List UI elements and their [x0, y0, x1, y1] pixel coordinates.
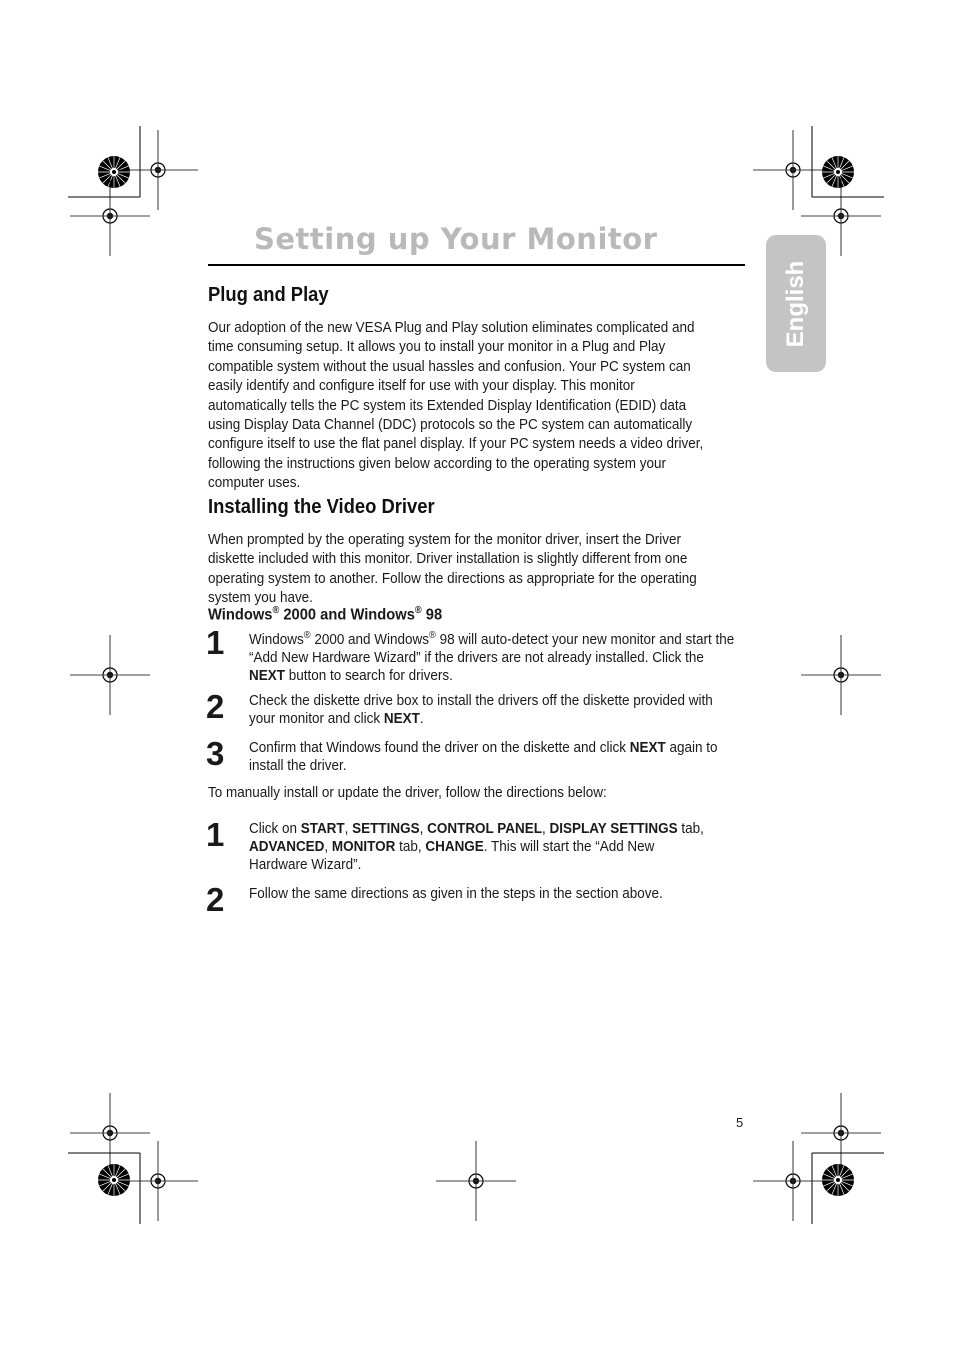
manual-intro: To manually install or update the driver, follow the directions below:: [208, 785, 607, 801]
windows-subheading: Windows® 2000 and Windows® 98: [208, 605, 443, 624]
title-divider: [208, 264, 745, 266]
step-text: Check the diskette drive box to install the drivers off the diskette provided with your monitor and click NEXT.: [249, 693, 713, 727]
page-title: Setting up Your Monitor: [254, 222, 658, 256]
step-number: 1: [206, 624, 225, 661]
step-number: 1: [206, 816, 225, 853]
plug-and-play-heading: Plug and Play: [208, 284, 329, 306]
installing-driver-heading: Installing the Video Driver: [208, 496, 435, 518]
step-number: 2: [206, 688, 225, 725]
step-number: 3: [206, 735, 225, 772]
language-tab-label: English: [782, 260, 809, 347]
step-text: Confirm that Windows found the driver on the diskette and click NEXT again to install the driver.: [249, 740, 718, 774]
installing-driver-body: When prompted by the operating system for the monitor driver, insert the Driver diskette included with this monitor. Driver installation is slightly different from one operating system to another. Follow the directions as appropriate for the operating system you have.: [208, 532, 697, 607]
plug-and-play-body: Our adoption of the new VESA Plug and Play solution eliminates complicated and time consuming setup. It allows you to install your monitor in a Plug and Play compatible system without the usual hassles and confusion. Your PC system can easily identify and configure itself for use with your display. This monitor automatically tells the PC system its Extended Display Identification (EDID) data using Display Data Channel (DDC) protocols so the PC system can automatically configure itself to use the flat panel display. If your PC system needs a video driver, following the instructions given below according to the operating system your computer uses.: [208, 320, 704, 492]
step-number: 2: [206, 881, 225, 918]
step-text: Follow the same directions as given in the steps in the section above.: [249, 886, 663, 902]
page-number: 5: [736, 1115, 744, 1130]
language-tab: [766, 235, 826, 372]
step-text: Windows® 2000 and Windows® 98 will auto-detect your new monitor and start the “Add New Hardware Wizard” if the drivers are not already installed. Click the NEXT button to search for drivers.: [249, 630, 735, 684]
step-text: Click on START, SETTINGS, CONTROL PANEL, DISPLAY SETTINGS tab, ADVANCED, MONITOR tab, CHANGE. This will start the “Add New Hardware Wizard”.: [249, 821, 704, 873]
